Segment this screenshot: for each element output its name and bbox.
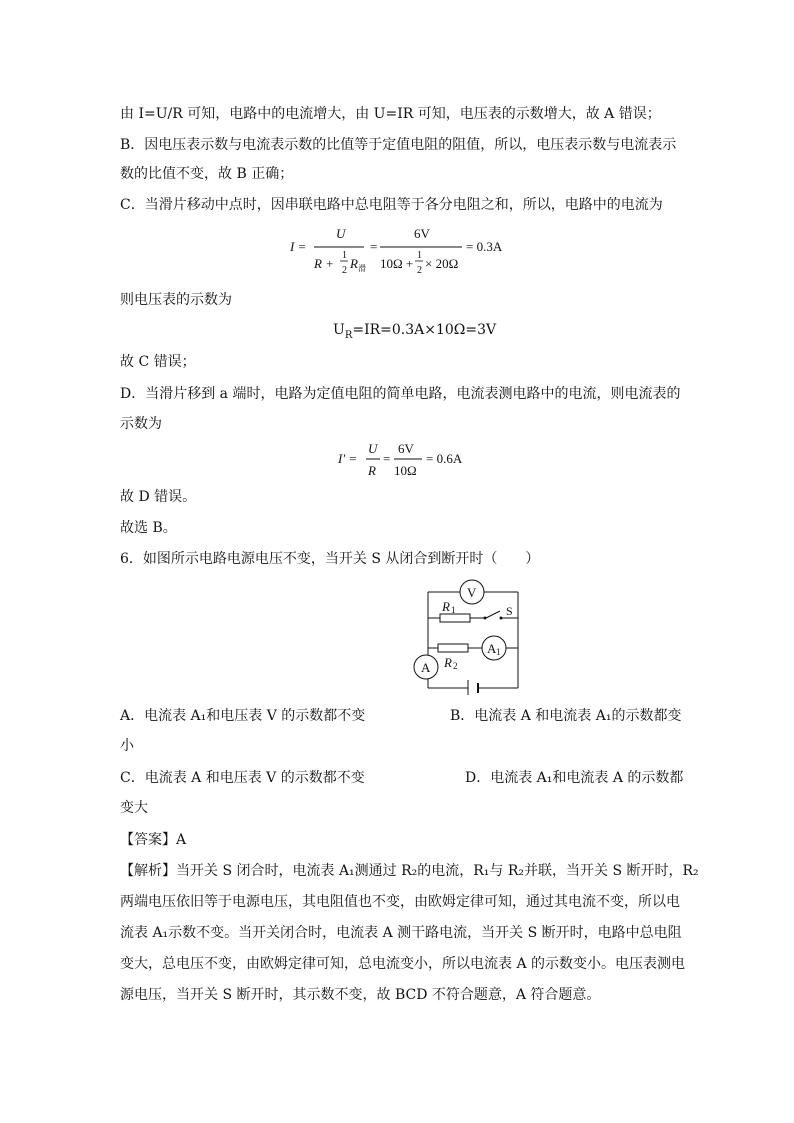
svg-text:=: = <box>383 451 391 466</box>
svg-text:6V: 6V <box>398 441 414 456</box>
svg-text:U: U <box>368 441 378 456</box>
svg-text:1: 1 <box>342 250 347 261</box>
analysis-line: 两端电压依旧等于电源电压，其电阻值也不变，由欧姆定律可知，通过其电流不变，所以电 <box>120 894 680 910</box>
switch-label: S <box>506 604 513 618</box>
svg-text:2: 2 <box>417 265 422 276</box>
svg-text:=: = <box>370 239 378 254</box>
svg-text:滑: 滑 <box>358 264 366 273</box>
paragraph-line: 数的比值不变，故 B 正确； <box>120 166 294 182</box>
svg-text:2: 2 <box>453 661 458 671</box>
analysis-line: 【解析】当开关 S 闭合时，电流表 A₁测通过 R₂的电流，R₁与 R₂并联，当开关 S 断开时，R₂ <box>120 863 699 879</box>
svg-text:A: A <box>421 660 431 675</box>
circuit-diagram <box>408 575 526 695</box>
option-b: B．电流表 A 和电流表 A₁的示数都变 <box>450 708 682 724</box>
svg-text:1: 1 <box>417 250 422 261</box>
analysis-line: 变大，总电压不变，由欧姆定律可知，总电流变小，所以电流表 A 的示数变小。电压表测电 <box>120 956 686 972</box>
svg-text:1: 1 <box>496 647 501 657</box>
formula-lhs: I = <box>290 239 307 254</box>
option-c: C．电流表 A 和电压表 V 的示数都不变 <box>120 770 365 786</box>
formula-current-a-end <box>338 441 468 481</box>
analysis-line: 流表 A₁示数不变。当开关闭合时，电流表 A 测干路电流，当开关 S 断开时，电路中总电阻 <box>120 925 682 941</box>
option-d: D．电流表 A₁和电流表 A 的示数都 <box>465 770 684 786</box>
svg-text:R: R <box>442 599 450 614</box>
option-d-continued: 变大 <box>120 800 148 816</box>
formula-voltage: $U_R=IR=0.3A\times 10\Omega=3V$ <box>333 322 497 341</box>
option-a: A．电流表 A₁和电压表 V 的示数都不变 <box>120 708 366 724</box>
option-b-continued: 小 <box>120 738 134 754</box>
svg-text:A: A <box>487 641 497 656</box>
paragraph-line: D．当滑片移到 a 端时，电路为定值电阻的简单电路，电流表测电路中的电流，则电流表的 <box>120 386 681 402</box>
formula-denominator: R + <box>314 256 334 271</box>
svg-text:R: R <box>444 655 452 670</box>
answer-label: 【答案】A <box>120 832 187 848</box>
paragraph-line: 故 C 错误； <box>120 354 196 370</box>
formula-numerator: 6V <box>414 226 430 241</box>
svg-text:I′ =: I′ = <box>338 451 358 466</box>
formula-current-midpoint <box>290 225 510 279</box>
svg-text:× 20Ω: × 20Ω <box>425 256 459 271</box>
svg-text:R: R <box>368 463 376 478</box>
svg-text:1: 1 <box>451 605 456 615</box>
paragraph-line: B．因电压表示数与电流表示数的比值等于定值电阻的阻值，所以，电压表示数与电流表示 <box>120 137 677 153</box>
svg-text:2: 2 <box>342 265 347 276</box>
voltmeter-label: V <box>467 585 477 600</box>
paragraph-line: C．当滑片移动中点时，因串联电路中总电阻等于各分电阻之和，所以，电路中的电流为 <box>120 197 663 213</box>
paragraph-line: 由 I=U/R 可知，电路中的电流增大，由 U=IR 可知，电压表的示数增大，故 A 错误； <box>120 106 661 122</box>
question-stem: 6．如图所示电路电源电压不变，当开关 S 从闭合到断开时（ ） <box>120 551 540 567</box>
analysis-line: 源电压，当开关 S 断开时，其示数不变，故 BCD 不符合题意，A 符合题意。 <box>120 987 601 1003</box>
formula-numerator: U <box>336 226 346 241</box>
svg-text:10Ω +: 10Ω + <box>380 256 414 271</box>
svg-text:= 0.6A: = 0.6A <box>426 451 463 466</box>
paragraph-line: 则电压表的示数为 <box>120 292 232 308</box>
svg-text:10Ω: 10Ω <box>394 463 417 478</box>
svg-text:R: R <box>350 256 358 271</box>
paragraph-line: 故 D 错误。 <box>120 489 197 505</box>
paragraph-line: 示数为 <box>120 416 162 432</box>
svg-text:= 0.3A: = 0.3A <box>466 239 503 254</box>
paragraph-line: 故选 B。 <box>120 520 177 536</box>
